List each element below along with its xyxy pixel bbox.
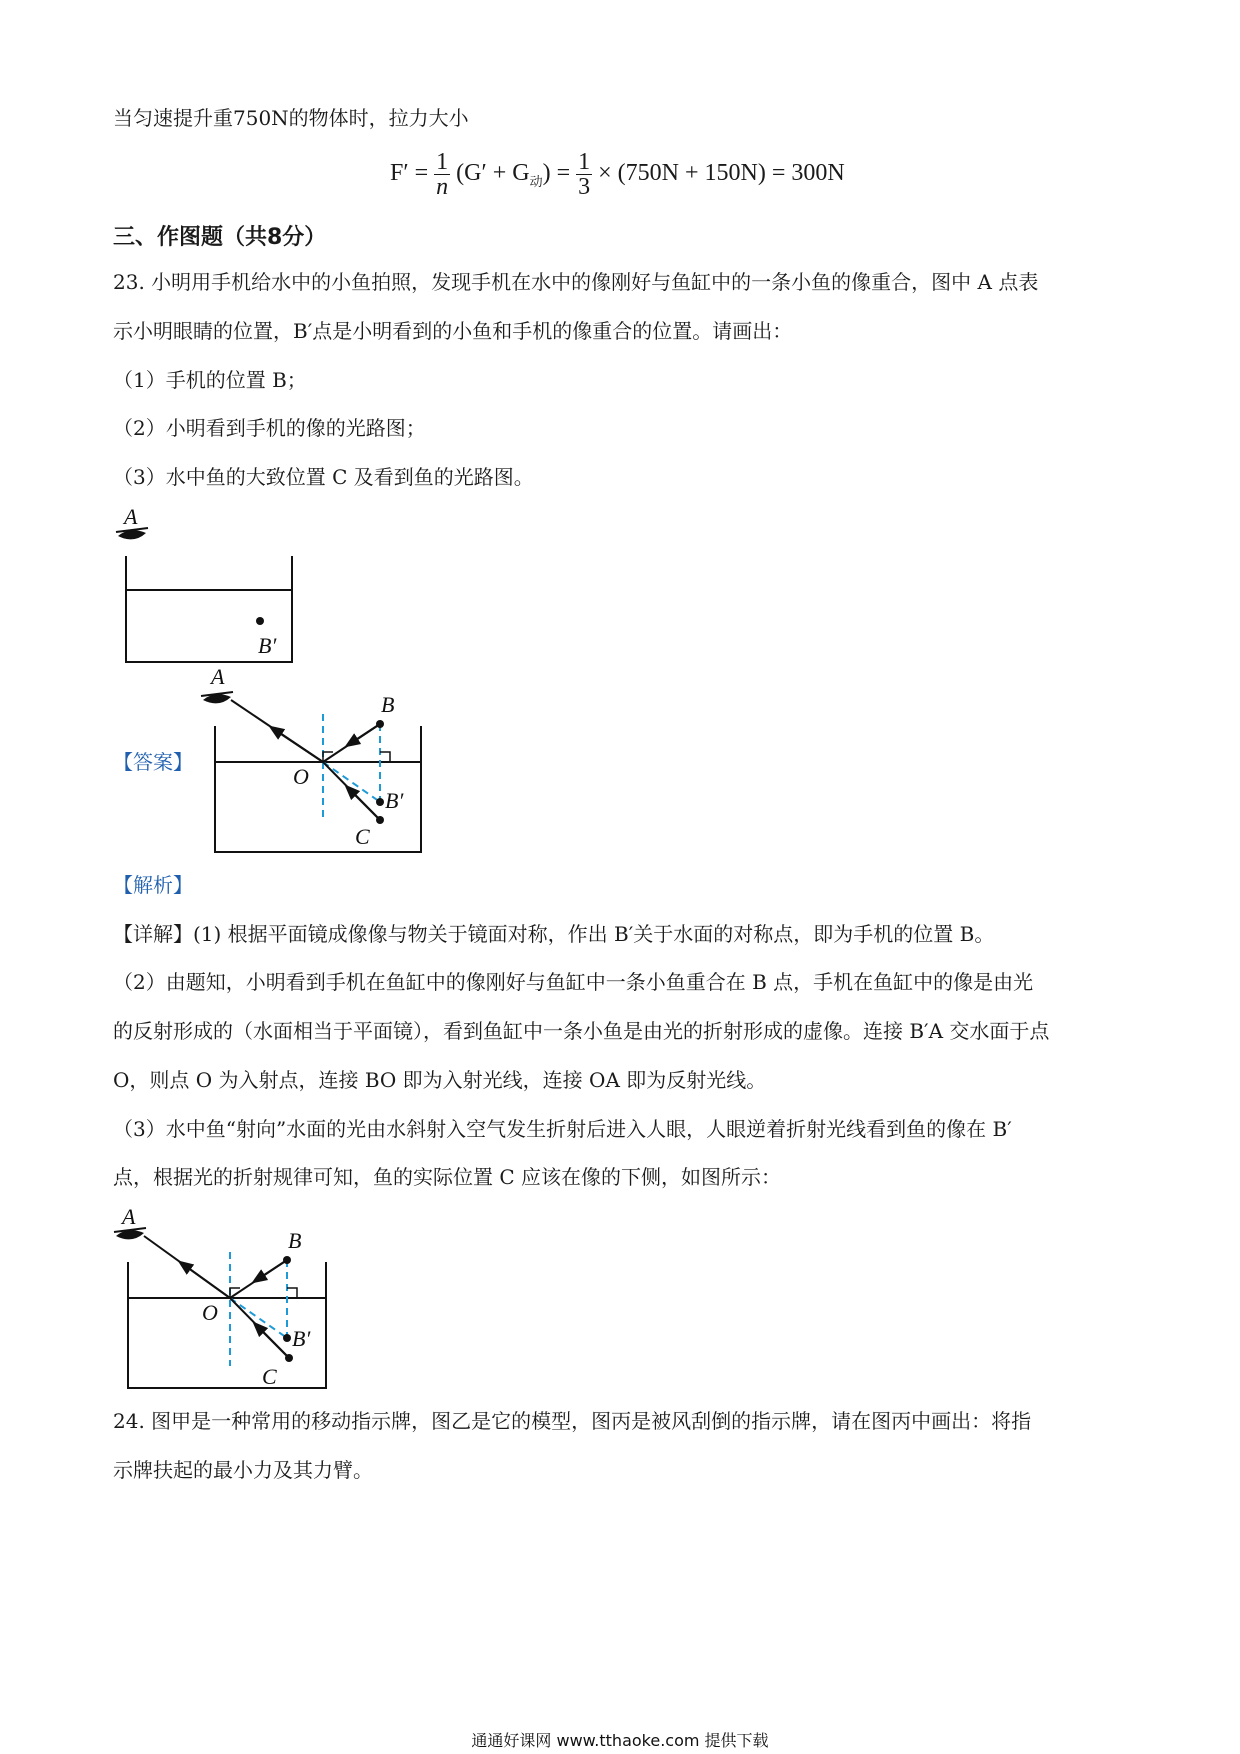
reflected-arrow bbox=[275, 730, 323, 762]
expl-eye-icon bbox=[114, 1228, 146, 1239]
formula-fraction-1 bbox=[434, 150, 450, 199]
q23-line1: 23. 小明用手机给水中的小鱼拍照，发现手机在水中的像刚好与鱼缸中的一条小鱼的像重合，图中 A 点表 bbox=[113, 270, 1039, 294]
frac2-den: 3 bbox=[578, 174, 591, 200]
intro-text: 当匀速提升重750N的物体时，拉力大小 bbox=[113, 106, 469, 130]
answer-point-b-prime bbox=[376, 798, 384, 806]
expl-incident-arrow bbox=[258, 1260, 287, 1279]
answer-label-a: A bbox=[211, 664, 225, 689]
section-heading: 三、作图题（共8分） bbox=[113, 225, 327, 250]
expl-reflected-arrow bbox=[184, 1265, 230, 1298]
expl-tank-outline bbox=[128, 1262, 326, 1388]
q23-line2: 示小明眼睛的位置，B′点是小明看到的小鱼和手机的像重合的位置。请画出： bbox=[113, 319, 793, 343]
answer-label-c: C bbox=[355, 824, 370, 849]
frac1-den: n bbox=[436, 174, 449, 200]
point-b-prime bbox=[256, 617, 264, 625]
expl-refracted-arrow bbox=[258, 1327, 289, 1358]
formula-mid1: (G′ + G bbox=[456, 160, 530, 187]
formula-lhs: F′ = bbox=[390, 160, 429, 187]
footer-text: 通通好课网 www.tthaoke.com 提供下载 bbox=[471, 1731, 769, 1750]
detail-p2a: （2）由题知，小明看到手机在鱼缸中的像刚好与鱼缸中一条小鱼重合在 B 点，手机在鱼缸中的像是由光 bbox=[113, 970, 1034, 994]
formula-mid2: ) = bbox=[542, 160, 571, 187]
question-diagram bbox=[110, 500, 310, 670]
explanation-diagram bbox=[112, 1200, 337, 1400]
expl-label-b-prime: B′ bbox=[292, 1326, 311, 1351]
refracted-arrow bbox=[350, 790, 380, 820]
expl-label-b: B bbox=[288, 1228, 302, 1253]
q23-item1: （1）手机的位置 B； bbox=[113, 368, 307, 392]
answer-tag: 【答案】 bbox=[113, 750, 193, 774]
frac1-num: 1 bbox=[436, 149, 449, 175]
formula-sub: 动 bbox=[529, 173, 543, 189]
answer-point-b bbox=[376, 720, 384, 728]
detail-p3a: （3）水中鱼“射向”水面的光由水斜射入空气发生折射后进入人眼，人眼逆着折射光线看到鱼的像在 B′ bbox=[113, 1117, 1012, 1141]
expl-point-b bbox=[283, 1256, 291, 1264]
analysis-tag: 【解析】 bbox=[113, 873, 193, 897]
expl-point-c bbox=[285, 1354, 293, 1362]
expl-virtual-ray bbox=[230, 1298, 287, 1338]
answer-point-c bbox=[376, 816, 384, 824]
expl-label-o: O bbox=[202, 1300, 218, 1325]
q23-item2: （2）小明看到手机的像的光路图； bbox=[113, 416, 426, 440]
expl-point-b-prime bbox=[283, 1334, 291, 1342]
label-a: A bbox=[124, 504, 138, 529]
answer-label-b: B bbox=[381, 692, 395, 717]
q23-item3: （3）水中鱼的大致位置 C 及看到鱼的光路图。 bbox=[113, 465, 534, 489]
eye-icon bbox=[116, 528, 148, 539]
detail-p2b: 的反射形成的（水面相当于平面镜），看到鱼缸中一条小鱼是由光的折射形成的虚像。连接 B′A 交水面于点 bbox=[113, 1019, 1050, 1043]
answer-label-b-prime: B′ bbox=[385, 788, 404, 813]
formula-fraction-2 bbox=[576, 150, 592, 199]
answer-diagram bbox=[195, 662, 430, 862]
detail-p1: 【详解】(1) 根据平面镜成像像与物关于镜面对称，作出 B′关于水面的对称点，即为手机的位置 B。 bbox=[113, 922, 995, 946]
frac2-num: 1 bbox=[578, 149, 591, 175]
tension-formula bbox=[390, 150, 845, 199]
q24-line1: 24. 图甲是一种常用的移动指示牌，图乙是它的模型，图丙是被风刮倒的指示牌，请在图丙中画出：将指 bbox=[113, 1409, 1032, 1433]
answer-eye-icon bbox=[201, 692, 233, 703]
label-b-prime: B′ bbox=[258, 633, 277, 658]
expl-right-angle-2 bbox=[287, 1288, 297, 1298]
formula-rhs: × (750N + 150N) = 300N bbox=[598, 160, 845, 187]
incident-arrow bbox=[351, 724, 380, 743]
detail-p3b: 点，根据光的折射规律可知，鱼的实际位置 C 应该在像的下侧，如图所示： bbox=[113, 1165, 782, 1189]
expl-label-a: A bbox=[122, 1204, 136, 1229]
expl-label-c: C bbox=[262, 1364, 277, 1389]
virtual-ray bbox=[323, 762, 380, 802]
detail-p2c: O，则点 O 为入射点，连接 BO 即为入射光线，连接 OA 即为反射光线。 bbox=[113, 1068, 767, 1092]
answer-label-o: O bbox=[293, 764, 309, 789]
q24-line2: 示牌扶起的最小力及其力臂。 bbox=[113, 1458, 373, 1482]
right-angle-mark-2 bbox=[380, 752, 390, 762]
